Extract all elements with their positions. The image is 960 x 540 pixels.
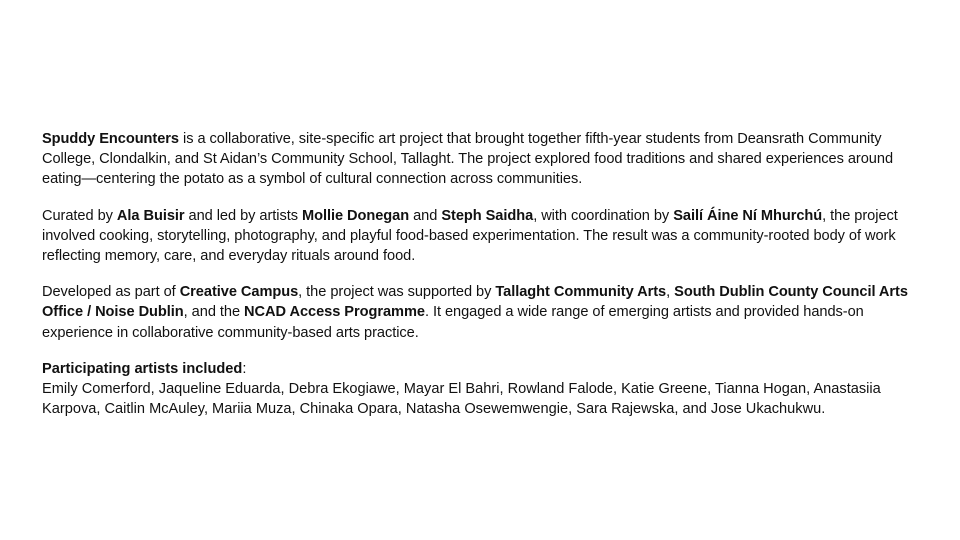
support-text-2: , the project was supported by (298, 284, 496, 301)
curation-text-1: Curated by (42, 207, 117, 224)
support-text-1: Developed as part of (42, 284, 180, 301)
artists-heading: Participating artists included (42, 360, 243, 377)
support-text-4: , and the (183, 304, 245, 321)
intro-paragraph (42, 129, 927, 190)
support-paragraph (42, 282, 927, 343)
curation-text-3: and (409, 207, 442, 224)
artist-name-2: Steph Saidha (441, 207, 534, 224)
project-title: Spuddy Encounters (42, 131, 179, 147)
supporter-1: Tallaght Community Arts (495, 284, 667, 301)
supporter-3: NCAD Access Programme (244, 304, 425, 321)
curator-name: Ala Buisir (116, 207, 185, 224)
artists-heading-colon: : (242, 360, 247, 377)
intro-text: is a collaborative, site-specific art project that brought together fifth-year students from Deansrath Community College, Clondalkin, and St Aidan’s Community School, Tallaght. The project explored food traditions and shared experiences around eating—centering the potato as a symbol of cultural connection across communities. (42, 131, 894, 188)
curation-paragraph (42, 206, 927, 267)
artist-name-1: Mollie Donegan (301, 207, 410, 224)
support-text-5: . It engaged a wide range of emerging artists and provided hands-on experience in collaborative community-based arts practice. (42, 304, 864, 341)
coordinator-name: Sailí Áine Ní Mhurchú (673, 207, 823, 224)
curation-text-4: , with coordination by (533, 207, 674, 224)
supporter-2: South Dublin County Council Arts Office / Noise Dublin (42, 284, 908, 321)
slide-content (42, 129, 927, 419)
curation-text-5: , the project involved cooking, storytelling, photography, and playful food-based experimentation. The result was a community-rooted body of work reflecting memory, care, and everyday rituals around food. (42, 207, 898, 265)
curation-text-2: and led by artists (184, 207, 302, 224)
support-text-3: , (666, 284, 675, 301)
artists-paragraph (42, 359, 927, 420)
program-name: Creative Campus (179, 284, 299, 301)
artists-heading-line (42, 359, 927, 379)
artists-list: Emily Comerford, Jaqueline Eduarda, Debra Ekogiawe, Mayar El Bahri, Rowland Falode, Katie Greene, Tianna Hogan, Anastasiia Karpova, Caitlin McAuley, Mariia Muza, Chinaka Opara, Natasha Osewemwengie, Sara Rajewska, and Jose Ukachukwu. (42, 381, 881, 418)
